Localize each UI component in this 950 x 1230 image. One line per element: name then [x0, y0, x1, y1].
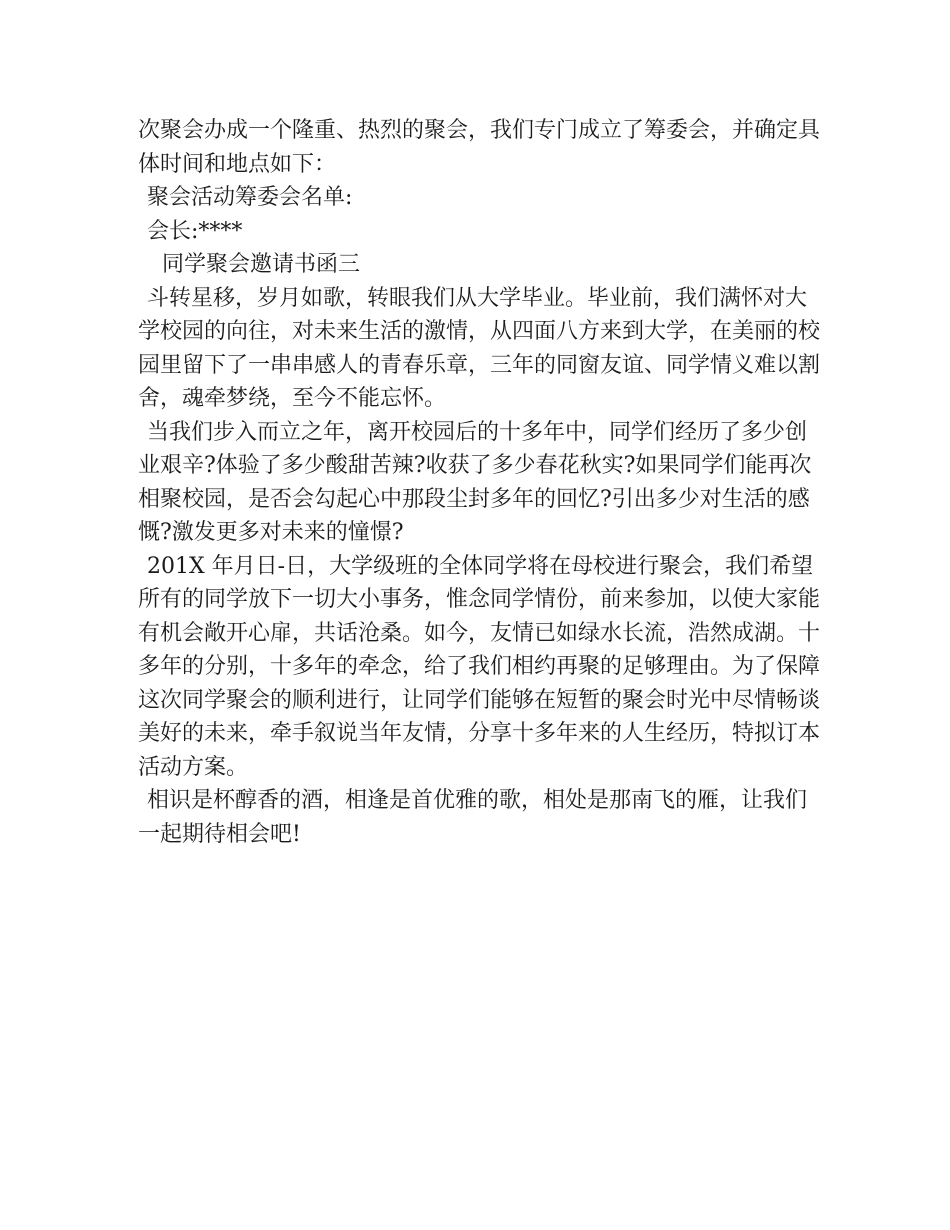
- text-line: 园里留下了一串串感人的青春乐章，三年的同窗友谊、同学情义难以割: [138, 352, 821, 378]
- text-line: 次聚会办成一个隆重、热烈的聚会，我们专门成立了筹委会，并确定具: [138, 118, 821, 143]
- text-line: 这次同学聚会的顺利进行，让同学们能够在短暂的聚会时光中尽情畅谈: [138, 687, 821, 713]
- text-line: 斗转星移，岁月如歌，转眼我们从大学毕业。毕业前，我们满怀对大: [147, 285, 808, 311]
- committee-heading: 聚会活动筹委会名单:: [147, 185, 353, 210]
- president-line: 会长:****: [147, 218, 243, 244]
- text-line: 业艰辛?体验了多少酸甜苦辣?收获了多少春花秋实?如果同学们能再次: [138, 453, 812, 478]
- text-line: 活动方案。: [138, 754, 249, 780]
- section-title: 同学聚会邀请书函三: [162, 252, 361, 277]
- text-line: 体时间和地点如下：: [138, 151, 337, 177]
- text-line: 当我们步入而立之年，离开校园后的十多年中，同学们经历了多少创: [147, 419, 808, 445]
- text-line: 学校园的向往，对未来生活的激情，从四面八方来到大学，在美丽的校: [138, 319, 821, 344]
- text-line: 有机会敞开心扉，共话沧桑。如今，友情已如绿水长流，浩然成湖。十: [138, 620, 821, 646]
- text-line: 201X 年月日-日，大学级班的全体同学将在母校进行聚会，我们希望: [147, 553, 814, 579]
- text-line: 多年的分别，十多年的牵念，给了我们相约再聚的足够理由。为了保障: [138, 654, 821, 679]
- text-line: 舍，魂牵梦绕，至今不能忘怀。: [138, 386, 447, 411]
- text-line: 相识是杯醇香的酒，相逢是首优雅的歌，相处是那南飞的雁，让我们: [147, 788, 808, 813]
- document-body: [138, 114, 821, 851]
- text-line: 美好的未来，牵手叙说当年友情，分享十多年来的人生经历，特拟订本: [138, 721, 821, 746]
- text-line: 所有的同学放下一切大小事务，惟念同学情份，前来参加，以使大家能: [138, 587, 821, 612]
- text-line: 慨?激发更多对未来的憧憬?: [138, 520, 404, 545]
- text-line: 相聚校园，是否会勾起心中那段尘封多年的回忆?引出多少对生活的感: [138, 486, 810, 512]
- text-line: 一起期待相会吧!: [138, 821, 301, 847]
